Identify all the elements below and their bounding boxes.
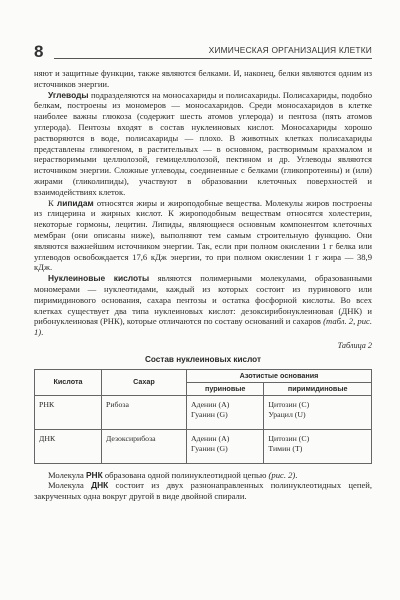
paragraph-dna	[34, 480, 372, 502]
paragraph-text: подразделяются на моносахариды и полисахариды. Полисахариды, подобно белкам, построены из мономеров — моносахаридов. Среди моносахаридов в клетке наиболее важны глюкоза (содержит шесть атомов углерода) и пентоза (пять атомов углерода). Пентозы входят в состав нуклеиновых кислот. Моносахариды хорошо растворяются в воде, полисахариды — плохо. В животных клетках полисахариды представлены гликогеном, в растительных — в основном, растворимым крахмалом и нерастворимыми целлюлозой, гемицеллюлозой, пектином и др. Углеводы являются источником энергии. Сложные углеводы, соединенные с белками (гликопротеины) и (или) жирами (гликолипиды), участвуют в образовании клеточных поверхностей и взаимодействиях клеток.	[34, 89, 372, 197]
page-number: 8	[34, 42, 44, 61]
column-header-bases: Азотистые основания	[187, 369, 372, 382]
column-header-sugar: Сахар	[102, 369, 187, 395]
cell-sugar: Дезоксирибоза	[102, 429, 187, 463]
term-dna: ДНК	[91, 480, 109, 491]
cell-acid: ДНК	[35, 429, 102, 463]
cell-line: Гуанин (G)	[191, 443, 228, 453]
paragraph-proteins-end: няют и защитные функции, также являются белками. И, наконец, белки являются одним из источников энергии.	[34, 68, 372, 89]
term-rna: РНК	[85, 469, 103, 480]
cell-pyrimidine	[264, 395, 372, 429]
paragraph-text: являются полимерными молекулами, образованными мономерами — нуклеотидами, каждый из которых состоит из пуринового или пиримидинового основания, сахара пентозы и остатка фосфорной кислоты. Во всех клетках существует два типа нуклеиновых кислот: дезоксирибонуклеиновая (ДНК) и рибонуклеиновая (РНК), которые отличаются по составу оснований и сахаров	[34, 273, 372, 327]
cell-purine	[187, 429, 264, 463]
paragraph-prefix: К	[48, 197, 57, 208]
page-body	[34, 68, 372, 502]
paragraph-rna: Молекула РНК образована одной полинуклеотидной цепью (рис. 2).	[48, 469, 298, 480]
figure-reference: (рис. 2)	[268, 469, 296, 480]
paragraph-text: состоит из двух разнонаправленных полинуклеотидных цепей, закрученных одна вокруг другой в виде двойной спирали.	[34, 480, 373, 502]
header-rule	[54, 58, 372, 59]
paragraph-carbohydrates	[34, 90, 372, 198]
cell-line: Гуанин (G)	[191, 409, 228, 419]
column-header-pyrimidine: пиримидиновые	[264, 382, 372, 395]
paragraph-text: относятся жиры и жироподобные вещества. Молекулы жиров построены из глицерина и жирных кислот. К жироподобным веществам относятся холестерин, некоторые гормоны, лецитин. Липиды, являющиеся основным компонентом клеточных мембран (они описаны ниже), выполняют тем самым строительную функцию. Они являются важнейшим источником энергии. Так, если при полном окислении 1 г белка или углеводов освобождается 17,6 кДж энергии, то при полном окислении 1 г жира — 38,9 кДж.	[34, 197, 372, 273]
paragraph-lipids	[34, 198, 372, 274]
cell-line: Тимин (Т)	[268, 443, 303, 453]
term-lipids: липидам	[56, 197, 94, 208]
cell-pyrimidine	[264, 429, 372, 463]
cell-line: Цитозин (С)	[268, 399, 310, 409]
column-header-acid: Кислота	[35, 369, 102, 395]
cell-sugar: Рибоза	[102, 395, 187, 429]
cell-line: Аденин (А)	[191, 433, 230, 443]
paragraph-prefix: Молекула	[48, 469, 86, 480]
term-nucleic-acids: Нуклеиновые кислоты	[48, 273, 150, 284]
page-header	[34, 40, 372, 62]
running-title: ХИМИЧЕСКАЯ ОРГАНИЗАЦИЯ КЛЕТКИ	[208, 45, 372, 55]
column-header-purine: пуриновые	[187, 382, 264, 395]
cell-acid: РНК	[35, 395, 102, 429]
paragraph-text: образована одной полинуклеотидной цепью	[102, 469, 269, 480]
table-row	[35, 429, 372, 463]
paragraph-prefix: Молекула	[48, 480, 92, 491]
paragraph-nucleic-acids: Нуклеиновые кислоты являются полимерными молекулами, образованными мономерами — нуклеотидами, каждый из которых состоит из пуринового или пиримидинового основания, сахара пентозы и остатка фосфорной кислоты. Во всех клетках существует два типа нуклеиновых кислот: дезоксирибонуклеиновая (ДНК) и рибонуклеиновая (РНК), которые отличаются по составу оснований и сахаров (табл. 2, рис. 1).	[34, 273, 372, 338]
table-row	[35, 395, 372, 429]
table-figure-reference: (табл. 2, рис. 1)	[34, 316, 372, 338]
nucleic-acids-table	[34, 369, 372, 464]
cell-line: Урацил (U)	[268, 409, 306, 419]
table-number: Таблица 2	[337, 340, 372, 350]
cell-purine	[187, 395, 264, 429]
cell-line: Цитозин (С)	[268, 433, 310, 443]
term-carbohydrates: Углеводы	[48, 89, 89, 100]
table-title: Состав нуклеиновых кислот	[145, 354, 261, 364]
cell-line: Аденин (А)	[191, 399, 230, 409]
